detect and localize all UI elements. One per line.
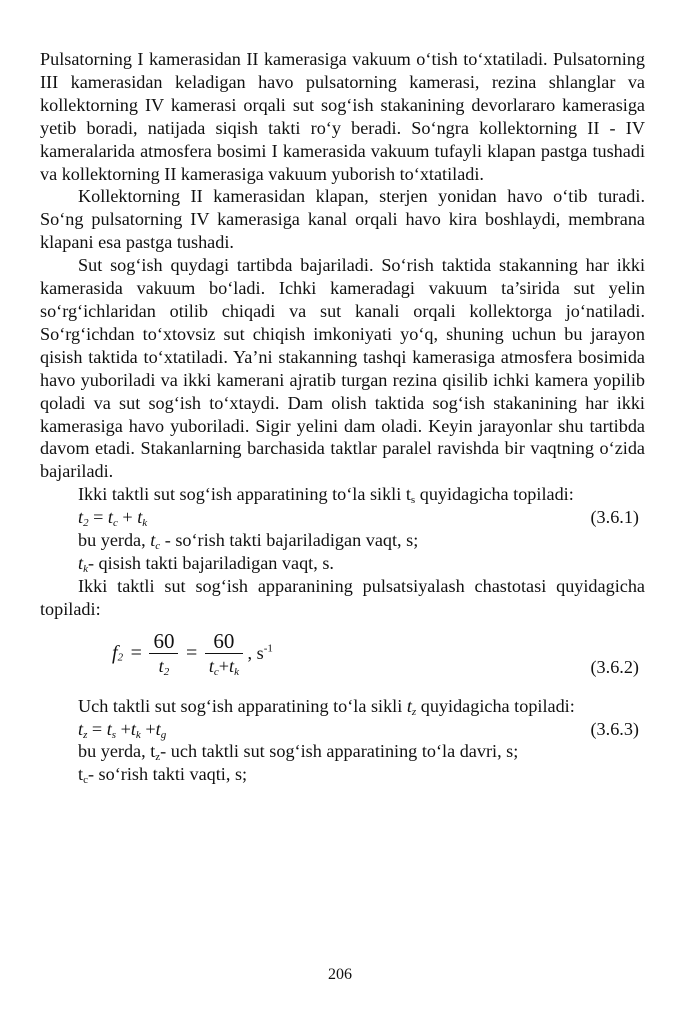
eq2-numerator-2: 60: [213, 628, 235, 653]
definition-tc2-text: - so‘rish takti vaqti, s;: [87, 764, 248, 785]
eq2-fraction-1: [149, 629, 178, 678]
definition-tk-var: t: [78, 552, 84, 573]
eq2-fraction-2: [205, 629, 243, 678]
eq3-lhs: t: [78, 718, 84, 739]
equation-number: (3.6.3): [590, 718, 639, 739]
equation-3-6-3: [40, 718, 645, 741]
definition-tk: [40, 552, 645, 575]
definition-tc-2: [40, 763, 645, 786]
eq3-term-b: t: [130, 718, 136, 739]
definition-tk-sub: k: [83, 562, 88, 575]
eq1-lhs-sub: 2: [83, 517, 89, 530]
definition-tz-text: bu yerda, t: [78, 741, 156, 762]
eq3-term-a: t: [106, 718, 112, 739]
eq2-den2b-sub: k: [234, 665, 239, 678]
eq1-equals: =: [88, 507, 108, 528]
eq3-term-b-sub: k: [135, 728, 141, 741]
eq1-lhs: t: [78, 507, 84, 528]
eq2-den1-var: t: [158, 655, 164, 676]
definition-tz-text-end: - uch taktli sut sog‘ish apparatining to‘la davri, s;: [160, 741, 519, 762]
paragraph-4-text: Ikki taktli sut sog‘ish apparatining to‘la sikli t: [78, 484, 411, 505]
eq2-den2a-var: t: [208, 655, 214, 676]
eq3-plus-2: +: [140, 718, 156, 739]
eq3-plus-1: +: [116, 718, 131, 739]
paragraph-6-var: t: [406, 695, 412, 716]
eq2-denominator-1: [149, 653, 178, 678]
eq2-lhs: f: [112, 641, 118, 664]
eq2-equals-2: =: [185, 641, 198, 664]
eq3-lhs-sub: z: [83, 728, 88, 741]
paragraph-4: [40, 483, 645, 506]
paragraph-3: Sut sog‘ish quydagi tartibda bajariladi. So‘rish taktida stakanning har ikki kamerasida vakuum bo‘ladi. Ichki kameradagi vakuum ta’sirida sut yelin so‘rg‘ichlaridan otilib chiqadi va sut kanali orqali kollektorga jo‘natiladi. So‘rg‘ichdan to‘xtovsiz sut chiqish imkoniyati yo‘q, shuning uchun bu jarayon qisish taktida to‘xtatiladi. Ya’ni stakanning tashqi kamerasiga atmosfera bosimida havo yuboriladi va ikki kamerani ajratib turgan rezina qisilib ichki kamera yopilib qoladi va sut sog‘ish to‘xtaydi. Dam olish taktida sog‘ish stakanining har ikki kamerasiga havo yuboriladi. Sigir yelini dam oladi. Keyin jarayonlar shu tartibda davom etadi. Stakanlarning barchasida taktlar paralel ravishda bir vaqtning o‘zida bajariladi.: [40, 255, 645, 482]
eq2-unit-exponent: -1: [263, 642, 273, 655]
definition-prefix: bu yerda,: [78, 530, 151, 551]
eq2-den1-sub: 2: [163, 665, 170, 678]
page-number: 206: [328, 966, 352, 983]
eq2-den2a-sub: c: [213, 665, 219, 678]
eq1-plus: +: [117, 507, 138, 528]
paragraph-6-sub: z: [411, 705, 417, 718]
definition-tc-var: t: [150, 530, 156, 551]
definition-tc-text: - so‘rish takti bajariladigan vaqt, s;: [160, 530, 419, 551]
equation-number: (3.6.1): [590, 507, 639, 528]
paragraph-1: Pulsatorning I kamerasidan II kamerasiga vakuum o‘tish to‘xtatiladi. Pulsatorning III kamerasidan keladigan havo pulsatorning kamerasi, rezina shlanglar va kollektorning IV kamerasi orqali sut sog‘ish stakanining devorlararo kamerasiga yetib boradi, natijada siqish takti ro‘y beradi. So‘ngra kollektorning II - IV kameralarida atmosfera bosimi I kamerasida vakuum tufayli klapan pastga tushadi va kollektorning II kamerasiga vakuum yuborish to‘xtatiladi.: [40, 49, 645, 184]
equation-3-6-1: [40, 506, 645, 529]
paragraph-6: [40, 695, 645, 718]
definition-tz-sub: z: [155, 751, 161, 764]
paragraph-5: Ikki taktli sut sog‘ish apparanining pulsatsiyalash chastotasi quyidagicha topiladi:: [40, 575, 645, 619]
paragraph-6-text-end: quyidagicha topiladi:: [416, 695, 575, 716]
definition-tk-text: - qisish takti bajariladigan vaqt, s.: [87, 552, 334, 573]
eq2-unit: , s: [247, 642, 264, 663]
page-body: [40, 48, 645, 786]
eq3-term-c: t: [155, 718, 161, 739]
eq2-den2b-var: t: [229, 655, 235, 676]
eq2-den2-plus: +: [218, 655, 230, 676]
eq2-denominator-2: [205, 653, 243, 678]
paragraph-6-text: Uch taktli sut sog‘ish apparatining to‘la sikli: [78, 695, 407, 716]
eq1-term-a-sub: c: [112, 517, 118, 530]
eq3-term-a-sub: s: [111, 728, 117, 741]
paragraph-4-text-end: quyidagicha topiladi:: [415, 484, 574, 505]
equation-3-6-2: [40, 623, 645, 689]
eq1-term-a: t: [107, 507, 113, 528]
eq2-numerator-1: 60: [153, 628, 175, 653]
equation-number: (3.6.2): [590, 656, 639, 677]
eq3-equals: =: [87, 718, 107, 739]
definition-tc: [40, 529, 645, 552]
definition-tc2-var: t: [78, 764, 84, 785]
paragraph-4-subscript: s: [410, 494, 416, 507]
eq2-lhs-sub: 2: [117, 651, 124, 664]
definition-tz: [40, 740, 645, 763]
eq1-term-b: t: [137, 507, 143, 528]
eq1-term-b-sub: k: [142, 517, 148, 530]
eq3-term-c-sub: g: [160, 728, 167, 741]
definition-tc2-sub: c: [83, 774, 88, 787]
paragraph-2: Kollektorning II kamerasidan klapan, sterjen yonidan havo o‘tib turadi. So‘ng pulsatorning IV kamerasiga kanal orqali havo kira boshlaydi, membrana klapani esa pastga tushadi.: [40, 186, 645, 253]
definition-tc-sub: c: [155, 540, 161, 553]
eq2-equals-1: =: [130, 641, 142, 664]
